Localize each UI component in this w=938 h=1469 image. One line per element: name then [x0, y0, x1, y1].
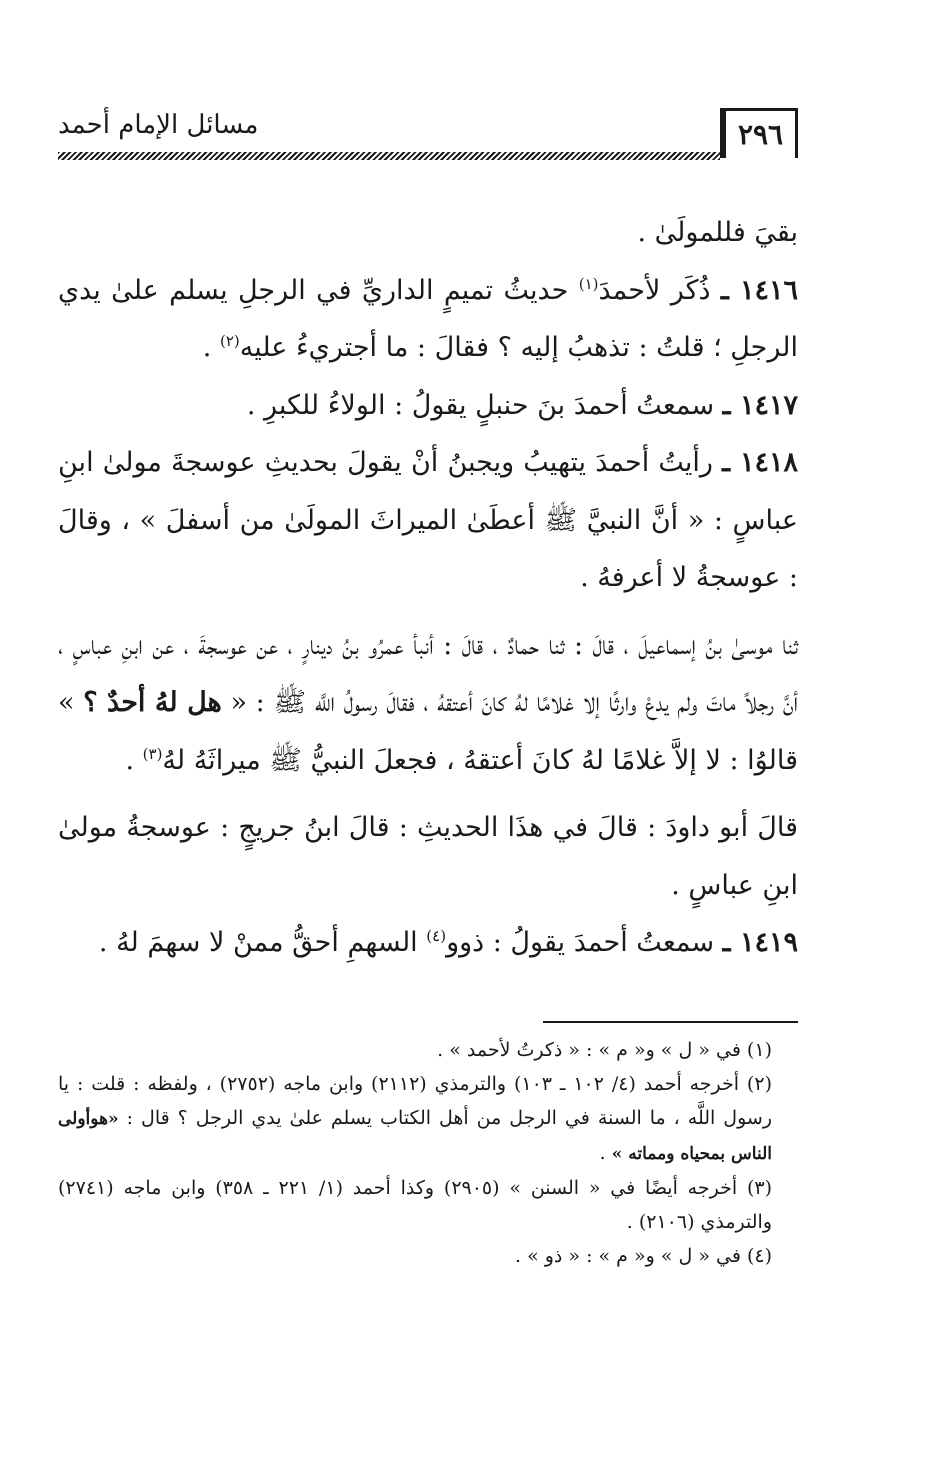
issue-number: ١٤١٦ ـ [720, 274, 798, 306]
footnote-ref: (٤) [426, 927, 447, 945]
paragraph-text: السهمِ أحقُّ ممنْ لا سهمَ لهُ . [98, 927, 418, 958]
issue-1418 [58, 434, 798, 607]
footnote-ref: (١) [578, 274, 599, 293]
paragraph-text: . [125, 744, 135, 776]
paragraph-text: بقيَ فللمولَىٰ . [637, 217, 798, 248]
footnote-2 [58, 1067, 798, 1171]
footnote-text: (٢) أخرجه أحمد (٤/ ١٠٢ ـ ١٠٣) والترمذي (٢١١٢) وابن ماجه (٢٧٥٢) ، ولفظه : قلت : يا رسول اللَّه ، ما السنة في الرجل من أهل الكتاب يسلم علىٰ يدي الرجل ؟ قال : [58, 1073, 773, 1129]
paragraph-text: ثنا موسىٰ بنُ إسماعيلَ ، قالَ : ثنا حمادٌ ، قالَ : أنبأ عمرُو بنُ دينارٍ ، عن عوسجةَ ، عن ابنِ عباسٍ ، أنَّ رجلاً ماتَ ولم يدعْ وارثًا إلا غلامًا لهُ كانَ أعتقهُ ، فقالَ رسولُ اللَّه ﷺ : « [58, 629, 798, 718]
book-page [58, 96, 798, 1356]
footnote-ref: (٣) [142, 744, 163, 763]
footnote-1: (١) في « ل » و« م » : « ذكرتُ لأحمد » . [437, 1039, 772, 1061]
paragraph-text: سمعتُ أحمدَ بنَ حنبلٍ يقولُ : الولاءُ للكبرِ . [246, 389, 715, 421]
issue-1417 [58, 377, 798, 435]
main-text [58, 204, 798, 972]
paragraph-text: سمعتُ أحمدَ يقولُ : ذوو [446, 927, 715, 958]
abu-dawud-note [58, 799, 798, 914]
page-number: ٢٩٦ [720, 108, 798, 158]
running-title: مسائل الإمام أحمد [58, 110, 259, 140]
issue-1416 [58, 262, 798, 377]
footnote-separator [543, 1021, 798, 1023]
footnotes [58, 1033, 798, 1273]
footnote-3: (٣) أخرجه أيضًا في « السنن » (٢٩٠٥) وكذا أحمد (١/ ٢٢١ ـ ٣٥٨) وابن ماجه (٢٧٤١) والترمذي (٢١٠٦) . [58, 1177, 772, 1233]
header-rule [58, 152, 720, 160]
footnote-ref: (٢) [219, 332, 240, 350]
paragraph-continuation [58, 204, 798, 262]
issue-1419 [58, 914, 798, 972]
issue-number: ١٤١٨ ـ [722, 447, 798, 478]
issue-number: ١٤١٩ ـ [722, 927, 798, 958]
paragraph-text: . [202, 332, 212, 363]
hadith-quote: هل لهُ أحدٌ ؟ [83, 687, 222, 718]
paragraph-text: ذُكَر لأحمدَ [598, 274, 711, 306]
paragraph-text: رأيتُ أحمدَ يتهيبُ ويجبنُ أنْ يقولَ بحديثِ عوسجةَ مولىٰ ابنِ عباسٍ : « أنَّ النبيَّ ﷺ أعطَىٰ الميراثَ المولَىٰ من أسفلَ » ، وقالَ : عوسجةُ لا أعرفهُ . [58, 447, 798, 593]
paragraph-text: حديثُ تميمٍ الداريِّ في الرجلِ يسلم علىٰ يدي الرجلِ ؛ قلتُ : تذهبُ إليه ؟ فقالَ : ما أجتريءُ عليه [58, 274, 798, 363]
paragraph-text: » قالوُا : لا إلاَّ غلامًا لهُ كانَ أعتقهُ ، فجعلَ النبيُّ ﷺ ميراثَهُ لهُ [58, 687, 798, 776]
footnote-quote: «هوأولى الناس بمحياه ومماته » [58, 1109, 772, 1164]
page-header [58, 96, 798, 166]
footnote-4: (٤) في « ل » و« م » : « ذو » . [514, 1245, 772, 1267]
paragraph-text: قالَ أبو داودَ : قالَ في هذَا الحديثِ : قالَ ابنُ جريجٍ : عوسجةُ مولىٰ ابنِ عباسٍ . [58, 812, 798, 901]
footnote-text: . [599, 1142, 606, 1164]
issue-number: ١٤١٧ ـ [722, 389, 798, 421]
hadith-chain [58, 617, 798, 790]
